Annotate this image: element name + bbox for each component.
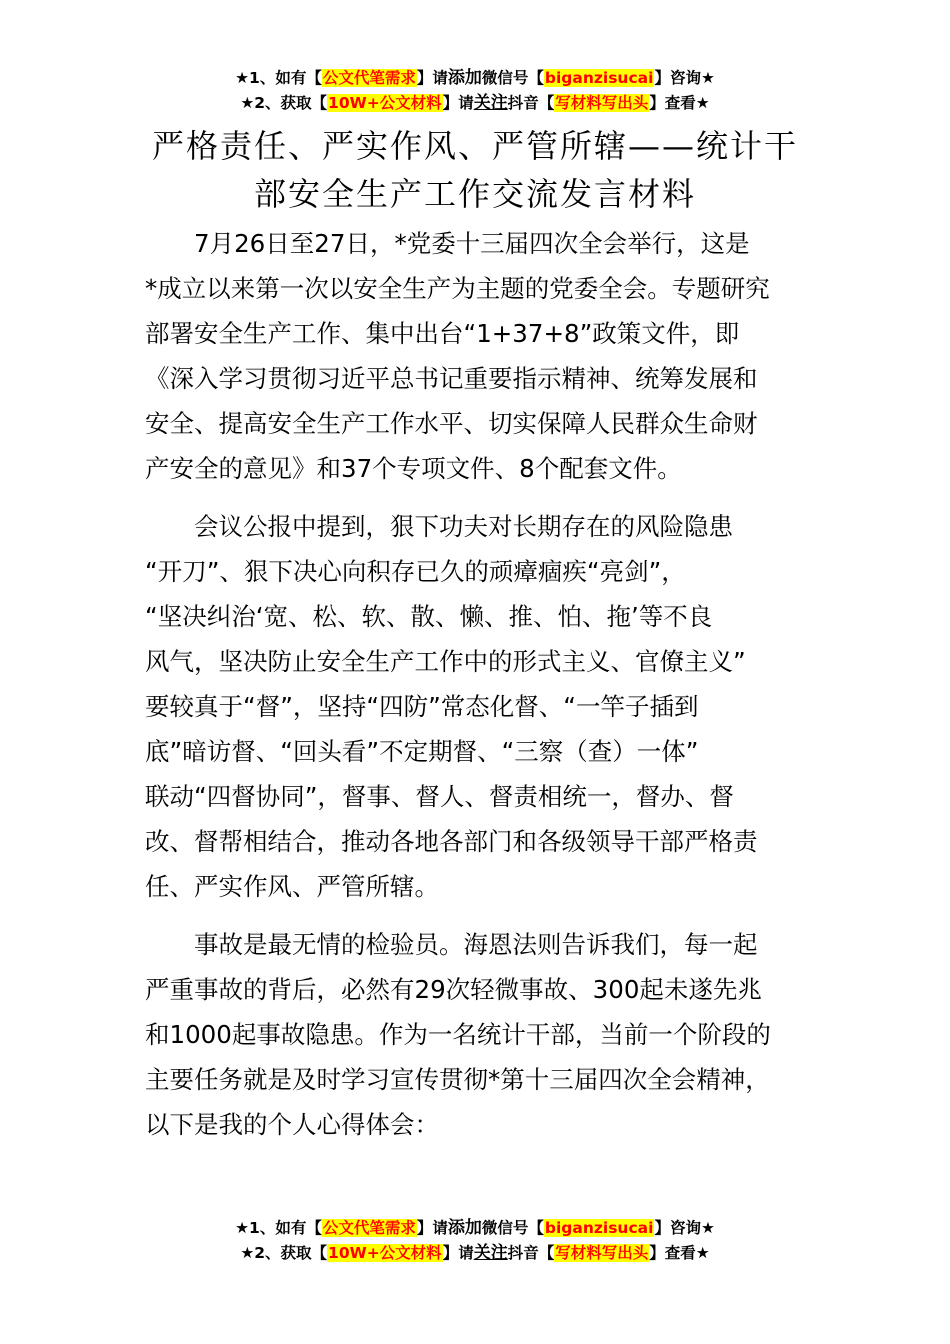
banner-text: 】查看★ — [649, 1244, 710, 1262]
banner-emphasis: 添加 — [447, 1218, 482, 1238]
banner-text: 】咨询★ — [654, 1219, 715, 1237]
banner-line-1 — [0, 66, 950, 91]
banner-wechat-id: biganzisucai — [544, 69, 654, 87]
title-line: 严格责任、严实作风、严管所辖——统计干 — [151, 127, 798, 165]
text-line: “坚决纠治‘宽、松、软、散、懒、推、怕、拖’等不良 — [145, 602, 713, 631]
banner-highlight: 写材料写出头 — [555, 94, 649, 112]
banner-text: ★1、如有【 — [235, 69, 322, 87]
banner-highlight: 10W+公文材料 — [328, 94, 442, 112]
text-line: 联动“四督协同”，督事、督人、督责相统一，督办、督 — [145, 782, 734, 811]
text-line: 部署安全生产工作、集中出台“1+37+8”政策文件，即 — [145, 319, 740, 348]
banner-text: 】查看★ — [649, 94, 710, 112]
text-line: 安全、提高安全生产工作水平、切实保障人民群众生命财 — [145, 409, 758, 438]
text-line: 改、督帮相结合，推动各地各部门和各级领导干部严格责 — [145, 827, 758, 856]
banner-emphasis: 关注 — [473, 93, 508, 113]
banner-text: ★2、获取【 — [240, 94, 328, 112]
text-line: 7月26日至27日，*党委十三届四次全会举行，这是 — [194, 229, 750, 258]
paragraph — [145, 504, 810, 909]
banner-text: 抖音【 — [507, 94, 555, 112]
banner-text: 】请 — [416, 69, 448, 87]
text-line: 底”暗访督、“回头看”不定期督、“三察（查）一体” — [145, 737, 699, 766]
banner-text: 】请 — [416, 1219, 448, 1237]
document-title — [145, 122, 805, 218]
text-line: 会议公报中提到，狠下功夫对长期存在的风险隐患 — [194, 512, 733, 541]
text-line: 严重事故的背后，必然有29次轻微事故、300起未遂先兆 — [145, 975, 762, 1004]
banner-text: 抖音【 — [507, 1244, 555, 1262]
banner-highlight: 10W+公文材料 — [328, 1244, 442, 1262]
banner-line-1 — [0, 1216, 950, 1241]
text-line: 产安全的意见》和37个专项文件、8个配套文件。 — [145, 454, 682, 483]
banner-highlight: 写材料写出头 — [555, 1244, 649, 1262]
banner-highlight: 公文代笔需求 — [322, 1219, 416, 1237]
banner-highlight: 公文代笔需求 — [322, 69, 416, 87]
header-banner — [0, 66, 950, 116]
banner-text: ★2、获取【 — [240, 1244, 328, 1262]
banner-line-2 — [0, 1241, 950, 1266]
text-line: *成立以来第一次以安全生产为主题的党委全会。专题研究 — [145, 274, 770, 303]
banner-text: 】请 — [442, 94, 474, 112]
document-body — [145, 221, 810, 1160]
text-line: 任、严实作风、严管所辖。 — [145, 872, 439, 901]
banner-text: 微信号【 — [481, 69, 544, 87]
banner-text: 微信号【 — [481, 1219, 544, 1237]
banner-emphasis: 添加 — [447, 68, 482, 88]
banner-text: ★1、如有【 — [235, 1219, 322, 1237]
text-line: 要较真于“督”，坚持“四防”常态化督、“一竿子插到 — [145, 692, 699, 721]
text-line: 事故是最无情的检验员。海恩法则告诉我们，每一起 — [194, 930, 758, 959]
paragraph — [145, 922, 810, 1147]
title-line: 部安全生产工作交流发言材料 — [253, 175, 696, 213]
paragraph — [145, 221, 810, 491]
text-line: 主要任务就是及时学习宣传贯彻*第十三届四次全会精神， — [145, 1065, 770, 1094]
banner-wechat-id: biganzisucai — [544, 1219, 654, 1237]
banner-emphasis: 关注 — [473, 1243, 508, 1263]
text-line: 《深入学习贯彻习近平总书记重要指示精神、统筹发展和 — [145, 364, 758, 393]
banner-line-2 — [0, 91, 950, 116]
text-line: 以下是我的个人心得体会： — [145, 1110, 439, 1139]
banner-text: 】咨询★ — [654, 69, 715, 87]
text-line: 和1000起事故隐患。作为一名统计干部，当前一个阶段的 — [145, 1020, 771, 1049]
footer-banner — [0, 1216, 950, 1266]
text-line: “开刀”、狠下决心向积存已久的顽瘴痼疾“亮剑”， — [145, 557, 686, 586]
text-line: 风气，坚决防止安全生产工作中的形式主义、官僚主义” — [145, 647, 746, 676]
banner-text: 】请 — [442, 1244, 474, 1262]
